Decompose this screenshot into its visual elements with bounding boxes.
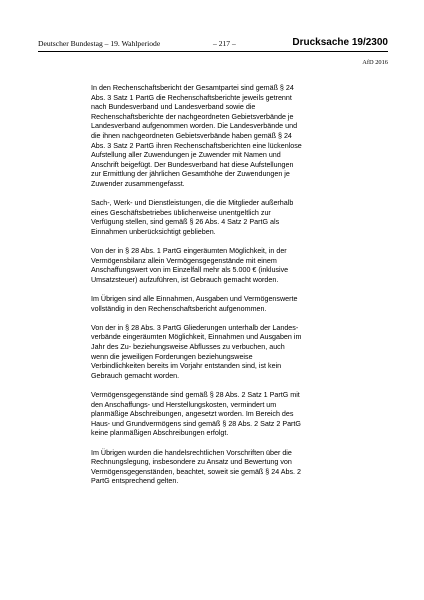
text-line: planmäßige Abschreibungen, angesetzt worden. Im Bereich des [91, 410, 294, 419]
drucksache-id: 2300 [365, 37, 388, 48]
publication-title: Deutscher Bundestag – 19. Wahlperiode [38, 39, 161, 48]
text-line: Vermögensbilanz allein Vermögensgegenstände mit einem [91, 256, 277, 265]
text-line: Abs. 3 Satz 2 PartG ihren Rechenschaftsberichten eine lückenlose [91, 141, 302, 150]
header-rule [38, 51, 388, 52]
text-line: verbände eingeräumten Möglichkeit, Einnahmen und Ausgaben im [91, 333, 302, 342]
page-header [38, 38, 388, 50]
text-line: PartG entsprechend gelten. [91, 477, 179, 486]
text-line: Verbindlichkeiten bereits im Vorjahr entstanden sind, ist kein [91, 362, 282, 371]
text-line: Sach-, Werk- und Dienstleistungen, die die Mitglieder außerhalb [91, 199, 294, 208]
text-line: Von der in § 28 Abs. 3 PartG Gliederungen unterhalb der Landes- [91, 323, 299, 332]
paragraph [91, 324, 363, 382]
text-line: Anschaffungswert von im Einzelfall mehr als 5.000 € (inklusive [91, 266, 289, 275]
text-line: keine planmäßigen Abschreibungen erfolgt. [91, 429, 229, 438]
text-line: Einnahmen unberücksichtigt geblieben. [91, 227, 216, 236]
text-line: die ihnen nachgeordneten Gebietsverbände haben gemäß § 24 [91, 131, 292, 140]
paragraph [91, 84, 363, 190]
text-line: Landesverband aufgenommen worden. Die Landesverbände und [91, 122, 298, 131]
text-line: Zuwender zusammengefasst. [91, 179, 185, 188]
text-line: Gebrauch gemacht worden. [91, 371, 180, 380]
text-line: In den Rechenschaftsbericht der Gesamtpartei sind gemäß § 24 [91, 84, 294, 92]
paragraph [91, 247, 363, 285]
text-line: vollständig in den Rechenschaftsbericht aufgenommen. [91, 304, 267, 313]
paragraph [91, 391, 363, 439]
paragraph [91, 199, 363, 237]
document-body [91, 84, 363, 497]
text-line: Aufstellung aller Zuwendungen je Zuwender mit Namen und [91, 151, 281, 160]
text-line: nach Bundesverband und Landesverband sowie die [91, 103, 256, 112]
text-line: Anschrift beigefügt. Der Bundesverband hat diese Aufstellungen [91, 160, 294, 169]
text-line: Im Übrigen sind alle Einnahmen, Ausgaben und Vermögenswerte [91, 295, 298, 304]
party-tag: AfD 2016 [362, 59, 388, 66]
text-line: Vermögensgegenständen, beachtet, soweit sie gemäß § 24 Abs. 2 [91, 467, 301, 476]
text-line: eines Geschäftsbetriebes üblicherweise unentgeltlich zur [91, 208, 271, 217]
paragraph [91, 449, 363, 487]
text-line: Umsatzsteuer) aufzuführen, ist Gebrauch gemacht worden. [91, 275, 279, 284]
text-line: Jahr des Zu- beziehungsweise Abflusses zu verbuchen, auch [91, 343, 285, 352]
text-line: zur Ermittlung der jährlichen Gesamthöhe der Zuwendungen je [91, 170, 290, 179]
drucksache-label: Drucksache 19/ [292, 37, 366, 48]
text-line: Im Übrigen wurden die handelsrechtlichen Vorschriften über die [91, 448, 292, 457]
text-line: den Anschaffungs- und Herstellungskosten, vermindert um [91, 400, 277, 409]
text-line: Abs. 3 Satz 1 PartG die Rechenschaftsberichte jeweils getrennt [91, 93, 292, 102]
page-number: – 217 – [213, 39, 236, 48]
text-line: Verfügung stellen, sind gemäß § 26 Abs. 4 Satz 2 PartG als [91, 218, 280, 227]
text-line: Vermögensgegenstände sind gemäß § 28 Abs. 2 Satz 1 PartG mit [91, 391, 300, 399]
text-line: Rechnungslegung, insbesondere zu Ansatz und Bewertung von [91, 458, 292, 467]
paragraph [91, 295, 363, 314]
text-line: Rechenschaftsberichte der nachgeordneten Gebietsverbände je [91, 112, 294, 121]
drucksache-number [292, 37, 388, 48]
text-line: Haus- und Grundvermögens sind gemäß § 28 Abs. 2 Satz 2 PartG [91, 419, 301, 428]
text-line: Von der in § 28 Abs. 1 PartG eingeräumten Möglichkeit, in der [91, 247, 287, 256]
text-line: wenn die jeweiligen Forderungen beziehungsweise [91, 352, 253, 361]
